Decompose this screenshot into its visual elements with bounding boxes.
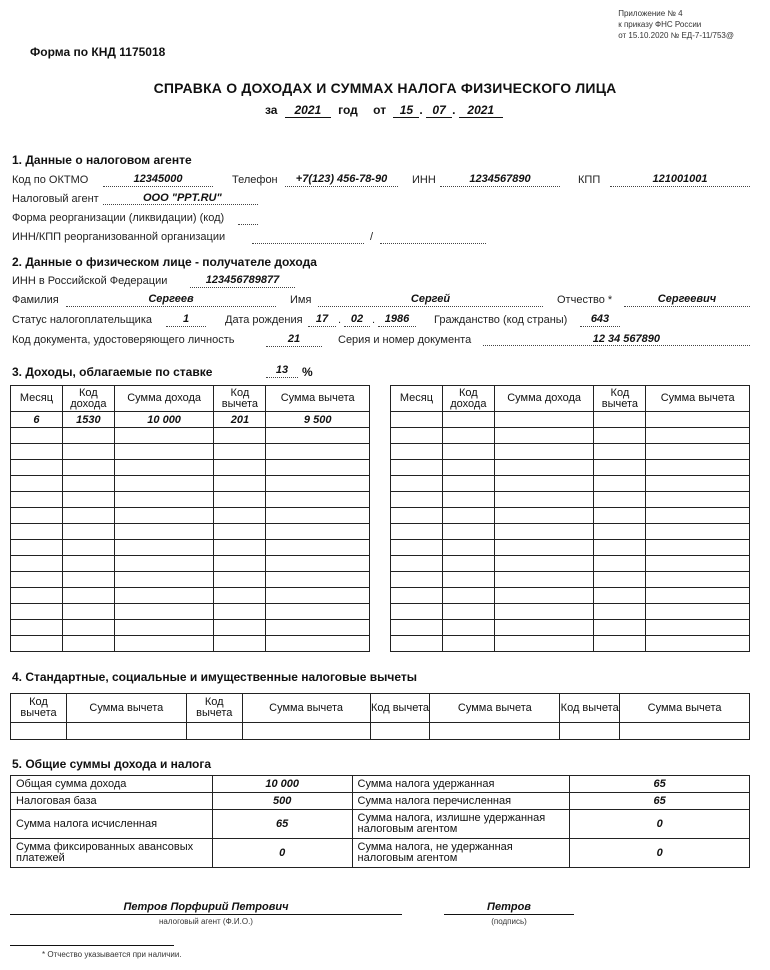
kpp-field[interactable]: 121001001 [610, 173, 750, 187]
empty-cell[interactable] [114, 508, 214, 524]
section2-title: 2. Данные о физическом лице - получателе дохода [12, 255, 317, 269]
col-income-sum: Сумма дохода [494, 386, 594, 412]
empty-cell[interactable] [62, 556, 114, 572]
year-field[interactable]: 2021 [285, 103, 331, 118]
empty-cell[interactable] [62, 476, 114, 492]
empty-cell[interactable] [620, 723, 750, 740]
empty-cell[interactable] [442, 428, 494, 444]
empty-cell[interactable] [11, 428, 63, 444]
table-row [11, 588, 370, 604]
empty-cell[interactable] [494, 556, 594, 572]
income-table-header [11, 386, 370, 412]
section4-title: 4. Стандартные, социальные и имущественные налоговые вычеты [12, 670, 417, 684]
col-deduction-sum: Сумма вычета [646, 386, 750, 412]
income-table-header [391, 386, 750, 412]
table-row [391, 588, 750, 604]
form-code: Форма по КНД 1175018 [30, 45, 166, 59]
empty-cell[interactable] [442, 588, 494, 604]
table-row [11, 476, 370, 492]
empty-cell[interactable] [494, 508, 594, 524]
table-row [391, 620, 750, 636]
empty-cell[interactable] [391, 540, 443, 556]
empty-cell[interactable] [494, 460, 594, 476]
empty-cell[interactable] [62, 588, 114, 604]
reorg-kpp-field[interactable] [380, 230, 486, 244]
col-deduction-code: Код вычета [11, 694, 67, 723]
empty-cell[interactable] [646, 428, 750, 444]
deductions-table [10, 693, 750, 740]
empty-cell[interactable] [494, 492, 594, 508]
table-row [11, 460, 370, 476]
tax-base-value[interactable]: 500 [212, 793, 352, 810]
empty-cell[interactable] [11, 524, 63, 540]
slash: / [370, 231, 374, 243]
empty-cell[interactable] [594, 492, 646, 508]
empty-cell[interactable] [214, 620, 266, 636]
tax-withheld-label: Сумма налога удержанная [352, 776, 570, 793]
table-row [11, 428, 370, 444]
table-row [391, 604, 750, 620]
doc-code-field[interactable]: 21 [266, 333, 322, 347]
reorg-field[interactable] [238, 211, 258, 225]
empty-cell[interactable] [214, 572, 266, 588]
fixed-adv-label: Сумма фиксированных авансовых платежей [11, 839, 213, 868]
birth-label: Дата рождения [225, 314, 303, 326]
birth-year-field[interactable]: 1986 [378, 313, 416, 327]
person-inn-field[interactable]: 123456789877 [190, 274, 295, 288]
table-row [11, 540, 370, 556]
signature[interactable]: Петров [487, 901, 531, 913]
table-row [391, 460, 750, 476]
reorg-inn-label: ИНН/КПП реорганизованной организации [12, 231, 226, 243]
empty-cell[interactable] [114, 588, 214, 604]
status-field[interactable]: 1 [166, 313, 206, 327]
empty-cell[interactable] [11, 604, 63, 620]
empty-cell[interactable] [646, 444, 750, 460]
za-label: за [265, 103, 278, 117]
table-row [11, 839, 750, 868]
empty-cell[interactable] [62, 460, 114, 476]
empty-cell[interactable] [62, 492, 114, 508]
empty-cell[interactable] [266, 476, 370, 492]
empty-cell[interactable] [442, 524, 494, 540]
table-row [11, 620, 370, 636]
empty-cell[interactable] [11, 460, 63, 476]
table-row [11, 492, 370, 508]
empty-cell[interactable] [391, 524, 443, 540]
empty-cell[interactable] [114, 636, 214, 652]
empty-cell[interactable] [266, 604, 370, 620]
empty-cell[interactable] [646, 492, 750, 508]
cell-deduction-sum[interactable]: 9 500 [266, 412, 370, 428]
empty-cell[interactable] [494, 572, 594, 588]
empty-cell[interactable] [62, 508, 114, 524]
table-row [11, 604, 370, 620]
empty-cell[interactable] [646, 588, 750, 604]
col-deduction-sum: Сумма вычета [620, 694, 750, 723]
empty-cell[interactable] [594, 556, 646, 572]
signature-line [444, 914, 574, 915]
empty-cell[interactable] [594, 444, 646, 460]
col-deduction-code: Код вычета [594, 386, 646, 412]
col-month: Месяц [11, 386, 63, 412]
empty-cell[interactable] [214, 556, 266, 572]
empty-cell[interactable] [370, 723, 430, 740]
empty-cell[interactable] [114, 492, 214, 508]
total-income-label: Общая сумма дохода [11, 776, 213, 793]
oktmo-label: Код по ОКТМО [12, 174, 89, 186]
table-row [391, 444, 750, 460]
signature-caption: (подпись) [491, 917, 527, 926]
tax-not-withheld-label: Сумма налога, не удержанная налоговым агентом [352, 839, 570, 868]
agent-caption: налоговый агент (Ф.И.О.) [159, 917, 253, 926]
table-row [11, 776, 750, 793]
empty-cell[interactable] [646, 524, 750, 540]
empty-cell[interactable] [11, 508, 63, 524]
tax-transferred-label: Сумма налога перечисленная [352, 793, 570, 810]
income-table-left [10, 385, 370, 652]
patronymic-label: Отчество * [557, 294, 613, 306]
table-row [391, 636, 750, 652]
empty-cell[interactable] [11, 476, 63, 492]
tax-withheld-value[interactable]: 65 [570, 776, 750, 793]
empty-cell[interactable] [214, 604, 266, 620]
empty-cell[interactable] [391, 412, 443, 428]
table-row [391, 476, 750, 492]
empty-cell[interactable] [114, 572, 214, 588]
empty-cell[interactable] [442, 444, 494, 460]
empty-cell[interactable] [594, 588, 646, 604]
empty-cell[interactable] [494, 620, 594, 636]
empty-cell[interactable] [391, 620, 443, 636]
appendix-line: от 15.10.2020 № ЕД-7-11/753@ [618, 31, 734, 40]
empty-cell[interactable] [214, 588, 266, 604]
reorg-label: Форма реорганизации (ликвидации) (код) [12, 212, 225, 224]
doc-number-field[interactable]: 12 34 567890 [483, 333, 750, 346]
empty-cell[interactable] [391, 556, 443, 572]
empty-cell[interactable] [214, 492, 266, 508]
empty-cell[interactable] [186, 723, 242, 740]
empty-cell[interactable] [114, 444, 214, 460]
col-deduction-sum: Сумма вычета [266, 386, 370, 412]
empty-cell[interactable] [391, 588, 443, 604]
empty-cell[interactable] [214, 476, 266, 492]
empty-cell[interactable] [242, 723, 370, 740]
empty-cell[interactable] [442, 540, 494, 556]
empty-cell[interactable] [646, 556, 750, 572]
empty-cell[interactable] [11, 492, 63, 508]
tax-calc-value[interactable]: 65 [212, 810, 352, 839]
birth-day-field[interactable]: 17 [308, 313, 336, 327]
empty-cell[interactable] [266, 524, 370, 540]
appendix-line: к приказу ФНС России [618, 20, 702, 29]
empty-cell[interactable] [646, 636, 750, 652]
col-income-code: Код дохода [62, 386, 114, 412]
empty-cell[interactable] [391, 460, 443, 476]
phone-field[interactable]: +7(123) 456-78-90 [285, 173, 398, 187]
birth-month-field[interactable]: 02 [344, 313, 370, 327]
doc-number-label: Серия и номер документа [338, 334, 472, 346]
empty-cell[interactable] [442, 412, 494, 428]
empty-cell[interactable] [266, 428, 370, 444]
surname-field[interactable]: Сергеев [66, 293, 276, 307]
table-row [391, 508, 750, 524]
empty-cell[interactable] [594, 636, 646, 652]
cell-month[interactable]: 6 [11, 412, 63, 428]
table-row [11, 636, 370, 652]
empty-cell[interactable] [114, 524, 214, 540]
table-row [391, 412, 750, 428]
table-row [11, 810, 750, 839]
empty-cell[interactable] [442, 572, 494, 588]
footnote: * Отчество указывается при наличии. [42, 950, 182, 959]
patronymic-field[interactable]: Сергеевич [624, 293, 750, 307]
empty-cell[interactable] [391, 428, 443, 444]
day-field[interactable]: 15 [393, 103, 419, 118]
name-label: Имя [290, 294, 312, 306]
empty-cell[interactable] [391, 508, 443, 524]
percent-sign: % [302, 365, 313, 379]
cell-income-code[interactable]: 1530 [62, 412, 114, 428]
empty-cell[interactable] [62, 428, 114, 444]
col-deduction-sum: Сумма вычета [66, 694, 186, 723]
citizenship-field[interactable]: 643 [580, 313, 620, 327]
table-row [11, 508, 370, 524]
empty-cell[interactable] [114, 540, 214, 556]
empty-cell[interactable] [62, 540, 114, 556]
col-income-code: Код дохода [442, 386, 494, 412]
tax-excess-value[interactable]: 0 [570, 810, 750, 839]
appendix-note [618, 8, 734, 41]
empty-cell[interactable] [494, 604, 594, 620]
empty-cell[interactable] [442, 604, 494, 620]
agent-signature-name[interactable]: Петров Порфирий Петрович [123, 901, 289, 913]
month-field[interactable]: 07 [426, 103, 452, 118]
oktmo-field[interactable]: 12345000 [103, 173, 213, 187]
table-row [11, 444, 370, 460]
period-line: за 2021 год от 15 . 07 . 2021 [265, 103, 503, 118]
empty-cell[interactable] [646, 620, 750, 636]
empty-cell[interactable] [214, 524, 266, 540]
empty-cell[interactable] [494, 412, 594, 428]
empty-cell[interactable] [494, 476, 594, 492]
tax-transferred-value[interactable]: 65 [570, 793, 750, 810]
footnote-divider [10, 945, 174, 946]
empty-cell[interactable] [594, 476, 646, 492]
fixed-adv-value[interactable]: 0 [212, 839, 352, 868]
table-row [391, 572, 750, 588]
empty-cell[interactable] [430, 723, 560, 740]
table-row [11, 723, 750, 740]
col-month: Месяц [391, 386, 443, 412]
reorg-inn-field[interactable] [252, 230, 364, 244]
table-row [391, 524, 750, 540]
empty-cell[interactable] [266, 508, 370, 524]
empty-cell[interactable] [114, 460, 214, 476]
table-row [391, 540, 750, 556]
empty-cell[interactable] [66, 723, 186, 740]
empty-cell[interactable] [11, 620, 63, 636]
empty-cell[interactable] [114, 620, 214, 636]
empty-cell[interactable] [646, 604, 750, 620]
empty-cell[interactable] [594, 508, 646, 524]
empty-cell[interactable] [646, 572, 750, 588]
empty-cell[interactable] [62, 604, 114, 620]
ot-label: от [373, 103, 387, 117]
col-deduction-code: Код вычета [560, 694, 620, 723]
empty-cell[interactable] [646, 540, 750, 556]
empty-cell[interactable] [266, 572, 370, 588]
empty-cell[interactable] [391, 572, 443, 588]
appendix-line: Приложение № 4 [618, 9, 683, 18]
status-label: Статус налогоплательщика [12, 314, 153, 326]
section5-title: 5. Общие суммы дохода и налога [12, 757, 212, 771]
empty-cell[interactable] [594, 540, 646, 556]
empty-cell[interactable] [114, 476, 214, 492]
col-deduction-code: Код вычета [186, 694, 242, 723]
empty-cell[interactable] [62, 620, 114, 636]
deductions-header [11, 694, 750, 723]
empty-cell[interactable] [62, 524, 114, 540]
totals-table [10, 775, 750, 868]
empty-cell[interactable] [646, 508, 750, 524]
empty-cell[interactable] [442, 460, 494, 476]
kpp-label: КПП [578, 174, 601, 186]
empty-cell[interactable] [11, 636, 63, 652]
tax-excess-label: Сумма налога, излишне удержанная налоговым агентом [352, 810, 570, 839]
empty-cell[interactable] [594, 572, 646, 588]
table-row [11, 412, 370, 428]
empty-cell[interactable] [494, 444, 594, 460]
agent-field[interactable]: ООО "PPT.RU" [103, 192, 258, 205]
empty-cell[interactable] [214, 540, 266, 556]
table-row [391, 428, 750, 444]
empty-cell[interactable] [11, 444, 63, 460]
empty-cell[interactable] [391, 604, 443, 620]
empty-cell[interactable] [11, 540, 63, 556]
person-inn-label: ИНН в Российской Федерации [12, 275, 168, 287]
empty-cell[interactable] [646, 412, 750, 428]
tax-calc-label: Сумма налога исчисленная [11, 810, 213, 839]
table-row [391, 492, 750, 508]
empty-cell[interactable] [114, 556, 214, 572]
income-table-right [390, 385, 750, 652]
surname-label: Фамилия [12, 294, 59, 306]
empty-cell[interactable] [594, 428, 646, 444]
empty-cell[interactable] [646, 460, 750, 476]
doc-year-field[interactable]: 2021 [459, 103, 503, 118]
empty-cell[interactable] [11, 588, 63, 604]
section1-title: 1. Данные о налоговом агенте [12, 153, 192, 167]
empty-cell[interactable] [214, 508, 266, 524]
empty-cell[interactable] [266, 620, 370, 636]
empty-cell[interactable] [266, 588, 370, 604]
empty-cell[interactable] [214, 636, 266, 652]
empty-cell[interactable] [442, 492, 494, 508]
cell-deduction-code[interactable]: 201 [214, 412, 266, 428]
empty-cell[interactable] [391, 444, 443, 460]
empty-cell[interactable] [214, 444, 266, 460]
agent-signature-line [10, 914, 402, 915]
col-income-sum: Сумма дохода [114, 386, 214, 412]
empty-cell[interactable] [62, 572, 114, 588]
empty-cell[interactable] [11, 723, 67, 740]
empty-cell[interactable] [114, 604, 214, 620]
empty-cell[interactable] [560, 723, 620, 740]
table-row [391, 556, 750, 572]
empty-cell[interactable] [594, 620, 646, 636]
rate-field[interactable]: 13 [266, 364, 298, 378]
empty-cell[interactable] [391, 636, 443, 652]
name-field[interactable]: Сергей [318, 293, 543, 307]
empty-cell[interactable] [442, 508, 494, 524]
citizenship-label: Гражданство (код страны) [434, 314, 568, 326]
empty-cell[interactable] [62, 636, 114, 652]
empty-cell[interactable] [11, 556, 63, 572]
empty-cell[interactable] [442, 476, 494, 492]
document-title: СПРАВКА О ДОХОДАХ И СУММАХ НАЛОГА ФИЗИЧЕСКОГО ЛИЦА [153, 80, 617, 96]
table-row [11, 572, 370, 588]
col-deduction-code: Код вычета [370, 694, 430, 723]
empty-cell[interactable] [214, 428, 266, 444]
empty-cell[interactable] [266, 460, 370, 476]
empty-cell[interactable] [494, 540, 594, 556]
empty-cell[interactable] [646, 476, 750, 492]
empty-cell[interactable] [594, 604, 646, 620]
empty-cell[interactable] [594, 412, 646, 428]
empty-cell[interactable] [391, 476, 443, 492]
empty-cell[interactable] [594, 524, 646, 540]
tax-not-withheld-value[interactable]: 0 [570, 839, 750, 868]
empty-cell[interactable] [494, 588, 594, 604]
empty-cell[interactable] [266, 556, 370, 572]
empty-cell[interactable] [494, 636, 594, 652]
phone-label: Телефон [232, 174, 278, 186]
table-row [11, 524, 370, 540]
section3-title: 3. Доходы, облагаемые по ставке [12, 365, 213, 379]
empty-cell[interactable] [594, 460, 646, 476]
cell-income-sum[interactable]: 10 000 [114, 412, 214, 428]
god-label: год [338, 103, 358, 117]
doc-code-label: Код документа, удостоверяющего личность [12, 334, 235, 346]
table-row [11, 556, 370, 572]
empty-cell[interactable] [11, 572, 63, 588]
empty-cell[interactable] [494, 428, 594, 444]
empty-cell[interactable] [266, 444, 370, 460]
col-deduction-sum: Сумма вычета [430, 694, 560, 723]
empty-cell[interactable] [266, 636, 370, 652]
total-income-value[interactable]: 10 000 [212, 776, 352, 793]
empty-cell[interactable] [62, 444, 114, 460]
agent-inn-label: ИНН [412, 174, 436, 186]
empty-cell[interactable] [214, 460, 266, 476]
agent-inn-field[interactable]: 1234567890 [440, 173, 560, 187]
empty-cell[interactable] [114, 428, 214, 444]
col-deduction-code: Код вычета [214, 386, 266, 412]
col-deduction-sum: Сумма вычета [242, 694, 370, 723]
empty-cell[interactable] [442, 636, 494, 652]
empty-cell[interactable] [266, 492, 370, 508]
agent-label: Налоговый агент [12, 193, 99, 205]
empty-cell[interactable] [266, 540, 370, 556]
empty-cell[interactable] [442, 620, 494, 636]
empty-cell[interactable] [494, 524, 594, 540]
tax-base-label: Налоговая база [11, 793, 213, 810]
empty-cell[interactable] [442, 556, 494, 572]
table-row [11, 793, 750, 810]
empty-cell[interactable] [391, 492, 443, 508]
